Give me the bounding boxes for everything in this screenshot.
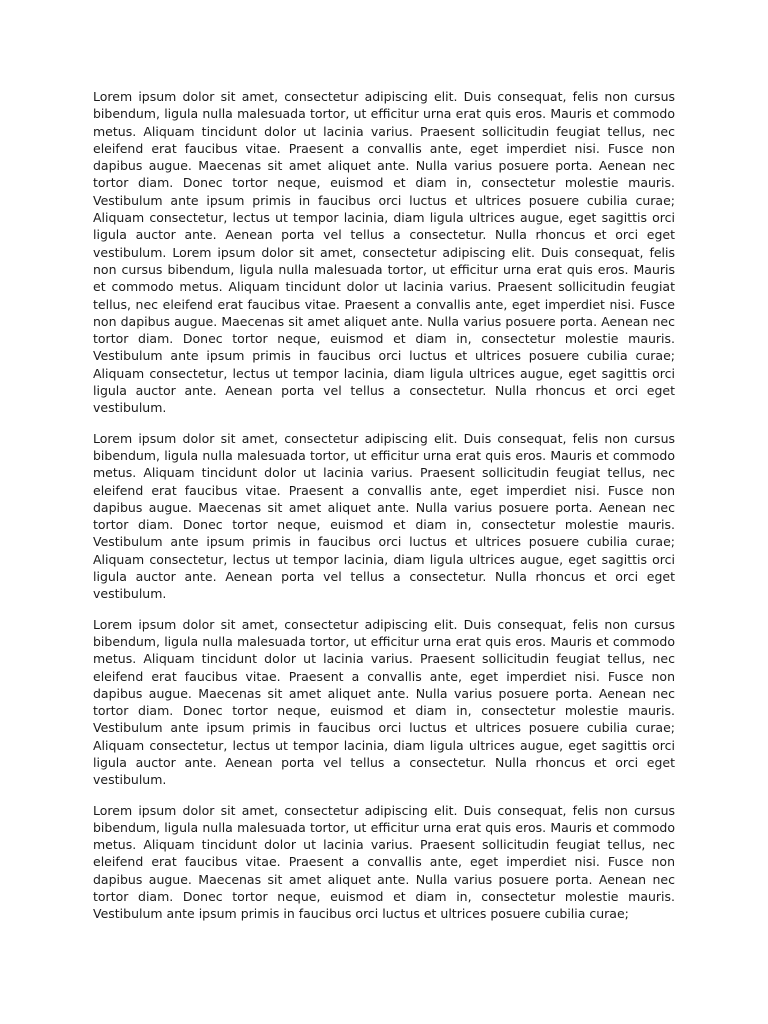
paragraph-3: Lorem ipsum dolor sit amet, consectetur adipiscing elit. Duis consequat, felis non cursus bibendum, ligula nulla malesuada tortor, ut efficitur urna erat quis eros. Mauris et commodo metus. Aliquam tincidunt dolor ut lacinia varius. Praesent sollicitudin feugiat tellus, nec eleifend erat faucibus vitae. Praesent a convallis ante, eget imperdiet nisi. Fusce non dapibus augue. Maecenas sit amet aliquet ante. Nulla varius posuere porta. Aenean nec tortor diam. Donec tortor neque, euismod et diam in, consectetur molestie mauris. Vestibulum ante ipsum primis in faucibus orci luctus et ultrices posuere cubilia curae; Aliquam consectetur, lectus ut tempor lacinia, diam ligula ultrices augue, eget sagittis orci ligula auctor ante. Aenean porta vel tellus a consectetur. Nulla rhoncus et orci eget vestibulum. — [93, 616, 675, 788]
paragraph-4: Lorem ipsum dolor sit amet, consectetur adipiscing elit. Duis consequat, felis non cursus bibendum, ligula nulla malesuada tortor, ut efficitur urna erat quis eros. Mauris et commodo metus. Aliquam tincidunt dolor ut lacinia varius. Praesent sollicitudin feugiat tellus, nec eleifend erat faucibus vitae. Praesent a convallis ante, eget imperdiet nisi. Fusce non dapibus augue. Maecenas sit amet aliquet ante. Nulla varius posuere porta. Aenean nec tortor diam. Donec tortor neque, euismod et diam in, consectetur molestie mauris. Vestibulum ante ipsum primis in faucibus orci luctus et ultrices posuere cubilia curae; — [93, 802, 675, 922]
document-body — [93, 88, 675, 936]
paragraph-2: Lorem ipsum dolor sit amet, consectetur adipiscing elit. Duis consequat, felis non cursus bibendum, ligula nulla malesuada tortor, ut efficitur urna erat quis eros. Mauris et commodo metus. Aliquam tincidunt dolor ut lacinia varius. Praesent sollicitudin feugiat tellus, nec eleifend erat faucibus vitae. Praesent a convallis ante, eget imperdiet nisi. Fusce non dapibus augue. Maecenas sit amet aliquet ante. Nulla varius posuere porta. Aenean nec tortor diam. Donec tortor neque, euismod et diam in, consectetur molestie mauris. Vestibulum ante ipsum primis in faucibus orci luctus et ultrices posuere cubilia curae; Aliquam consectetur, lectus ut tempor lacinia, diam ligula ultrices augue, eget sagittis orci ligula auctor ante. Aenean porta vel tellus a consectetur. Nulla rhoncus et orci eget vestibulum. — [93, 430, 675, 602]
paragraph-1: Lorem ipsum dolor sit amet, consectetur adipiscing elit. Duis consequat, felis non cursus bibendum, ligula nulla malesuada tortor, ut efficitur urna erat quis eros. Mauris et commodo metus. Aliquam tincidunt dolor ut lacinia varius. Praesent sollicitudin feugiat tellus, nec eleifend erat faucibus vitae. Praesent a convallis ante, eget imperdiet nisi. Fusce non dapibus augue. Maecenas sit amet aliquet ante. Nulla varius posuere porta. Aenean nec tortor diam. Donec tortor neque, euismod et diam in, consectetur molestie mauris. Vestibulum ante ipsum primis in faucibus orci luctus et ultrices posuere cubilia curae; Aliquam consectetur, lectus ut tempor lacinia, diam ligula ultrices augue, eget sagittis orci ligula auctor ante. Aenean porta vel tellus a consectetur. Nulla rhoncus et orci eget vestibulum. Lorem ipsum dolor sit amet, consectetur adipiscing elit. Duis consequat, felis non cursus bibendum, ligula nulla malesuada tortor, ut efficitur urna erat quis eros. Mauris et commodo metus. Aliquam tincidunt dolor ut lacinia varius. Praesent sollicitudin feugiat tellus, nec eleifend erat faucibus vitae. Praesent a convallis ante, eget imperdiet nisi. Fusce non dapibus augue. Maecenas sit amet aliquet ante. Nulla varius posuere porta. Aenean nec tortor diam. Donec tortor neque, euismod et diam in, consectetur molestie mauris. Vestibulum ante ipsum primis in faucibus orci luctus et ultrices posuere cubilia curae; Aliquam consectetur, lectus ut tempor lacinia, diam ligula ultrices augue, eget sagittis orci ligula auctor ante. Aenean porta vel tellus a consectetur. Nulla rhoncus et orci eget vestibulum. — [93, 89, 675, 416]
